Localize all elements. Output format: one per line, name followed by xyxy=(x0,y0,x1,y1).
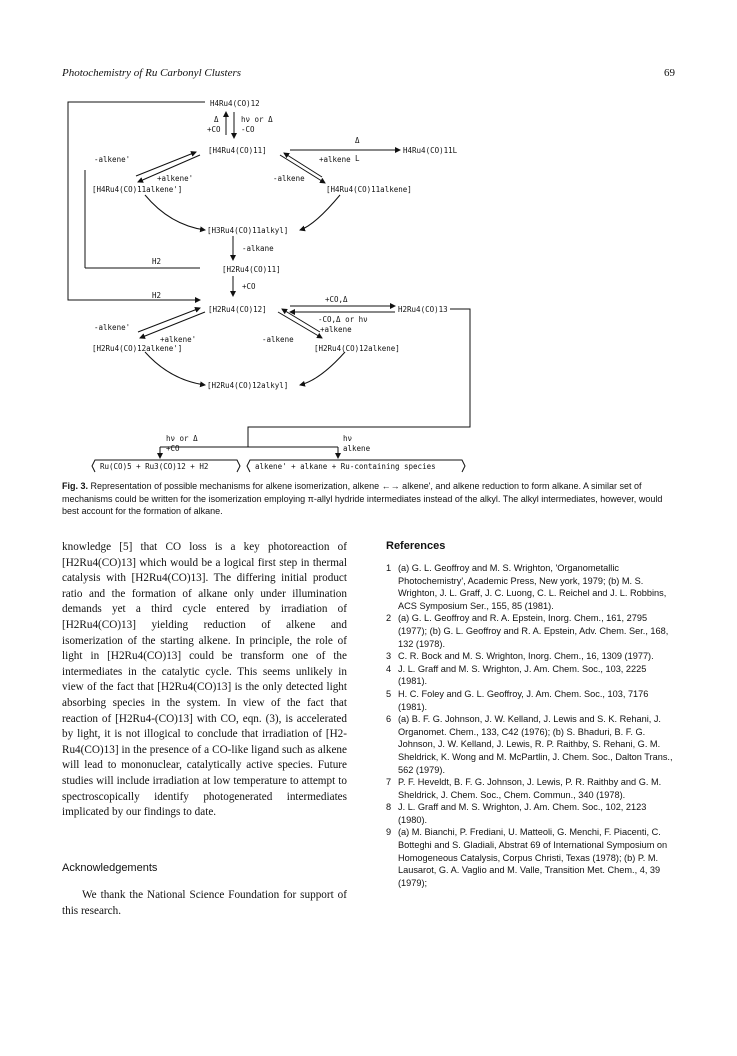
acknowledgements-text: We thank the National Science Foundation for support of this research. xyxy=(62,889,347,917)
step1-left-label2: +CO xyxy=(207,125,221,134)
reference-number: 8 xyxy=(386,802,392,813)
running-title: Photochemistry of Ru Carbonyl Clusters xyxy=(62,67,242,79)
reference-item xyxy=(386,650,676,663)
reference-text: (a) G. L. Geoffroy and M. S. Wrighton, 'Organometallic Photochemistry', Academic Press, New york, 1979; (b) M. S. Wrighton, J. L. Graff, J. C. Luong, C. L. Reichel and J. L. Robbins, ACS Symposium Ser., 155, 85 (1981). xyxy=(398,563,667,611)
alkyl-intermediate-2: [H2Ru4(CO)12alkyl] xyxy=(207,381,289,390)
u3-alkene-prime: [H2Ru4(CO)12alkene'] xyxy=(92,344,183,353)
reference-item xyxy=(386,663,676,688)
co-delta-label: +CO,Δ xyxy=(325,295,348,304)
u3-alkene: [H2Ru4(CO)12alkene] xyxy=(314,344,400,353)
h2-label-2: H2 xyxy=(152,291,162,300)
co-back-label: -CO,Δ or hν xyxy=(318,315,368,324)
reference-text: J. L. Graff and M. S. Wrighton, J. Am. Chem. Soc., 103, 2225 (1981). xyxy=(398,663,647,687)
references-heading: References xyxy=(386,540,446,552)
plus-alkene-2: +alkene xyxy=(320,325,352,334)
references-column xyxy=(386,540,676,889)
minus-alkene-prime-1: -alkene' xyxy=(94,155,131,164)
reference-item xyxy=(386,612,676,650)
figure-label: Fig. 3. xyxy=(62,481,89,491)
top-cluster: H4Ru4(CO)12 xyxy=(210,99,260,108)
minus-alkene-2: -alkene xyxy=(262,335,294,344)
reference-number: 7 xyxy=(386,777,392,788)
reference-text: J. L. Graff and M. S. Wrighton, J. Am. Chem. Soc., 102, 2123 (1980). xyxy=(398,802,647,825)
body-text-column xyxy=(62,540,347,821)
reference-number: 2 xyxy=(386,613,392,624)
figure-caption-text: Representation of possible mechanisms for alkene isomerization, alkene ←→ alkene', and alkene reduction to form alkane. A similar set of mechanisms could be written for the isomerization employing π-allyl hydride intermediates instead of the alkyl. The alkyl intermediates, however, would best account for the formation of alkane. xyxy=(62,481,663,516)
plus-alkene-prime-2: +alkene' xyxy=(160,335,197,344)
reference-text: (a) G. L. Geoffroy and R. A. Epstein, Inorg. Chem., 161, 2795 (1977); (b) G. L. Geoffroy and R. A. Epstein, Adv. Chem. Ser., 168, 132 (1978). xyxy=(398,613,669,649)
bottom-left-cond-2: +CO xyxy=(166,444,180,453)
reference-item xyxy=(386,801,676,826)
u1-alkene: [H4Ru4(CO)11alkene] xyxy=(326,185,412,194)
ligand-label: L xyxy=(355,154,360,163)
bottom-right-cond-2: alkene xyxy=(343,444,371,453)
plus-alkene-1: +alkene xyxy=(319,155,351,164)
figure-caption xyxy=(62,480,674,518)
intermediate-h2ru4co12: [H2Ru4(CO)12] xyxy=(208,305,267,314)
minus-alkane-label: -alkane xyxy=(242,244,274,253)
u1-alkene-prime: [H4Ru4(CO)11alkene'] xyxy=(92,185,183,194)
reference-text: (a) M. Bianchi, P. Frediani, U. Matteoli, G. Menchi, F. Piacenti, C. Botteghi and S. Gladiali, Abstrat 69 of International Symposium on Homogeneous Catalysis, Corpus Christi, Texas (1978); (b) P. M. Lausarot, G. A. Vaglio and M. Valle, Transition Met. Chem., 4, 39 (1979); xyxy=(398,827,668,888)
reference-number: 4 xyxy=(386,663,392,674)
plus-co-label: +CO xyxy=(242,282,256,291)
reference-text: (a) B. F. G. Johnson, J. W. Kelland, J. Lewis and S. K. Rehani, J. Organomet. Chem., 133, C42 (1976); (b) S. Bhaduri, B. F. G. Johnson, J. W. Kelland, J. Lewis, R. P. Raithby, S. Rehani, G. M. Sheldrick, K. Wong and M. McPartlin, J. Chem. Soc., Dalton Trans., 562 (1979). xyxy=(398,714,673,775)
reference-number: 1 xyxy=(386,563,392,573)
body-paragraph: knowledge [5] that CO loss is a key photoreaction of [H2Ru4(CO)13] which would be a logical first step in thermal catalysis with [H2Ru4(CO)13]. The differing initial product ratio and the formation of alkane only under illumination demands yet a third cycle entered by irradiation of [H2Ru4(CO)13] yielding reduction of alkene and isomerization of the starting alkene. In principle, the role of light in [H2Ru4(CO)13] could be transform one of the intermediates in the catalytic cycle. This seems unlikely in view of the fact that [H2Ru4(CO)13] is the only detected light absorbing species in the system. In view of the fact that reaction of [H2Ru4-(CO)13] with CO, eqn. (3), is accelerated by light, it is not illogical to conclude that irradiation of [H2-Ru4(CO)13] in the presence of a CO-like ligand such as alkene will lead to mononuclear, catalytically active species. Future studies will include irradiation at low temperature to attempt to spectroscopically identify photogenerated intermediates implicated by our findings to date. xyxy=(62,541,347,819)
reference-item xyxy=(386,826,676,889)
isomerization-products: alkene' + alkane + Ru-containing species xyxy=(255,462,436,471)
h2-label-1: H2 xyxy=(152,257,162,266)
intermediate-h4ru4co11: [H4Ru4(CO)11] xyxy=(208,146,267,155)
plus-alkene-prime-1: +alkene' xyxy=(157,174,194,183)
bottom-right-cond-1: hν xyxy=(343,434,353,443)
reference-number: 6 xyxy=(386,714,392,725)
reference-text: P. F. Heveldt, B. F. G. Johnson, J. Lewis, P. R. Raithby and G. M. Sheldrick, J. Chem. Soc., Chem. Commun., 340 (1978). xyxy=(398,777,662,800)
reference-item xyxy=(386,776,676,801)
reference-number: 5 xyxy=(386,688,392,699)
reference-text: C. R. Bock and M. S. Wrighton, Inorg. Chem., 16, 1309 (1977). xyxy=(398,651,654,662)
delta-label: Δ xyxy=(355,136,360,145)
reference-item xyxy=(386,688,676,713)
bottom-left-cond-1: hν or Δ xyxy=(166,434,198,443)
reference-number: 9 xyxy=(386,827,392,838)
alkyl-intermediate-1: [H3Ru4(CO)11alkyl] xyxy=(207,226,289,235)
reference-item xyxy=(386,713,676,776)
intermediate-h2ru4co11: [H2Ru4(CO)11] xyxy=(222,265,281,274)
acknowledgements-heading: Acknowledgements xyxy=(62,862,158,874)
reference-text: H. C. Foley and G. L. Geoffroy, J. Am. Chem. Soc., 103, 7176 (1981). xyxy=(398,688,649,712)
step1-right-label: hν or Δ xyxy=(241,115,273,124)
h2ru4co13-product: H2Ru4(CO)13 xyxy=(398,305,448,314)
minus-alkene-1: -alkene xyxy=(273,174,305,183)
reaction-scheme-figure xyxy=(0,0,737,480)
minus-alkene-prime-2: -alkene' xyxy=(94,323,131,332)
step1-right-label2: -CO xyxy=(241,125,255,134)
reference-number: 3 xyxy=(386,651,392,662)
step1-left-label: Δ xyxy=(214,115,219,124)
h4ru4co11l-product: H4Ru4(CO)11L xyxy=(403,146,458,155)
decomposition-products: Ru(CO)5 + Ru3(CO)12 + H2 xyxy=(100,462,209,471)
reference-item xyxy=(386,562,676,612)
page-number: 69 xyxy=(664,67,675,79)
